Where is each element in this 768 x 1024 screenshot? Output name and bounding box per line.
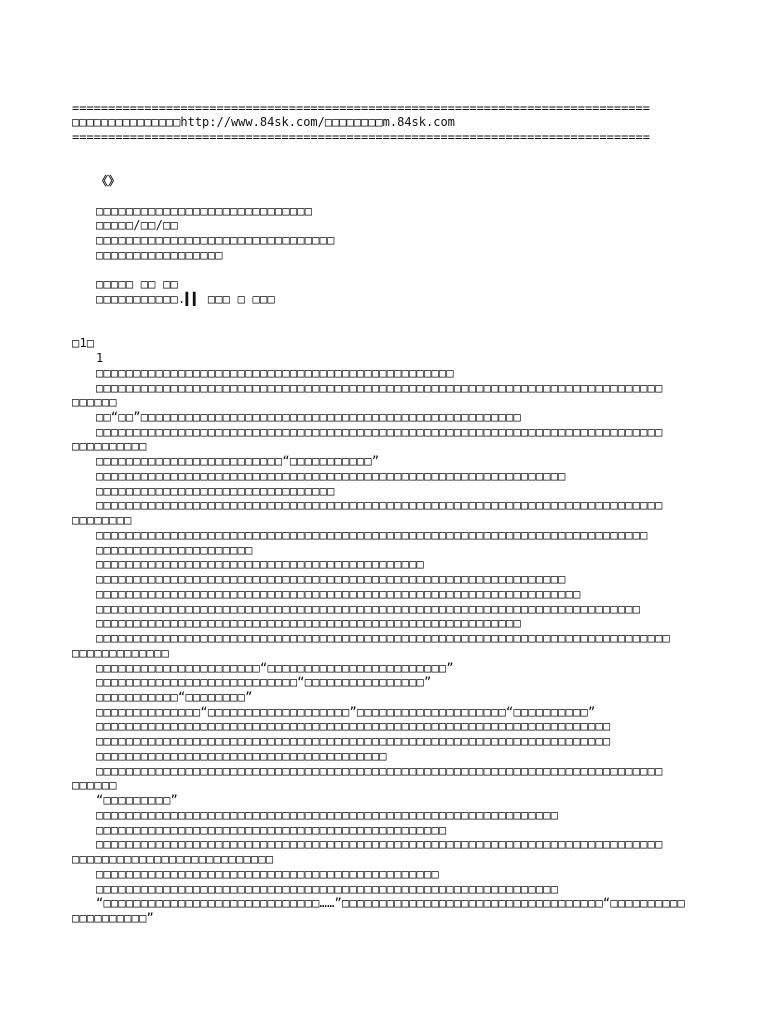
paragraph-line: □□□□□□□□□□: [72, 439, 147, 454]
document-body: [72, 101, 685, 926]
paragraph-line: □□□□□□□□□□□“□□□□□□□□”: [96, 689, 253, 704]
paragraph-line: □□□□□□□□□□□□□□□□□□□□□□□□□□□□□□□□□□□□□□□□□□□□: [96, 557, 425, 572]
paragraph-line: □□□□□□□□□□□□□□□□□□□□□□□□□□□□□□□□□□□□□□□□□□□□□□□: [96, 822, 447, 837]
blank-line: [72, 160, 685, 175]
paragraph-line: □□□□□□□□□□□□□□□□□□□□□□□□□“□□□□□□□□□□□”: [96, 454, 380, 469]
paragraph-line: □□□□□□: [72, 778, 117, 793]
paragraph-line: □□□□□□□□□□□□□□□□□□□□□□□□□□□□□□□□□□□□□□□□□□□□□□□□□□□□□□□□□□□□□□□□□□□□□□□□□□□□□: [96, 631, 671, 646]
paragraph-line: □□□□□□□□□□□□□□□□□□□□□: [96, 542, 253, 557]
meta-line: □□□□□□□□□□□□□□□□□□□□□□□□□□□□□□□□: [96, 233, 335, 248]
paragraph-line: □□□□□□: [72, 395, 117, 410]
paragraph-line: “□□□□□□□□□”: [96, 793, 179, 808]
paragraph-line: □□□□□□□□□□□□□□□□□□□□□□□□□□□□□□□□: [96, 483, 335, 498]
chapter-number: 1: [96, 351, 104, 366]
paragraph-line: □□□□□□□□□□□□□□□□□□□□□□□□□□□□□□□□□□□□□□□□□□□□□□□□□□□□□□□□□□□□□□: [96, 881, 559, 896]
paragraph-line: □□□□□□□□□□□□□□□□□□□□□□□□□□□□□□□□□□□□□□□□□□□□□□□□: [96, 365, 454, 380]
meta-line: □□□□□□□□□□□□□□□□□□□□□□□□□□□□□: [96, 203, 313, 218]
paragraph-line: □□□□□□□□□□□□□□□□□□□□□□□□□□□□□□□□□□□□□□□□□□□□□□□□□□□□□□□□□□□□□□□□□□□□□□□□□: [96, 601, 641, 616]
paragraph-line: □□□□□□□□□□□□□□□□□□□□□□□□□□□□□□□□□□□□□□□□□□□□□□□□□□□□□□□□□□□□□□□: [96, 572, 566, 587]
book-title: 《》: [96, 174, 121, 189]
separator-rule: ================================================================================: [72, 130, 650, 145]
paragraph-line: □□□□□□□□□□□□□□□□□□□□□□□□□□□□□□□□□□□□□□□□□□□□□□□□□□□□□□□□□: [96, 616, 521, 631]
paragraph-line: □□□□□□□□□□□□□□□□□□□□□□□□□□□□□□□□□□□□□□□□□□□□□□□□□□□□□□□□□□□□□□□□□□□□□□□□□□: [96, 527, 648, 542]
paragraph-line: □□□□□□□□□□□□□: [72, 645, 169, 660]
paragraph-line: □□□□□□□□□□□□□□□□□□□□□□□□□□□□□□□□□□□□□□□□□□□□□□□□□□□□□□□□□□□□□□□□□□□□□□□□□□□□: [96, 424, 663, 439]
blank-line: [72, 322, 685, 337]
paragraph-line: □□□□□□□□□□□□□□□□□□□□□□□□□□□□□□□□□□□□□□□□□□□□□□□□□□□□□□□□□□□□□□□□□□□□□□□□□□□□: [96, 498, 663, 513]
meta-line: □□□□□□□□□□□□□□□□□: [96, 247, 223, 262]
paragraph-line: □□□□□□□□: [72, 513, 132, 528]
blank-line: [72, 307, 685, 322]
paragraph-line: □□□□□□□□□□□□□□□□□□□□□□□□□□□□□□□□□□□□□□□□□□□□□□□□□□□□□□□□□□□□□□□□□□□□□□□□□□□□: [96, 380, 663, 395]
source-url-line: □□□□□□□□□□□□□□□http://www.84sk.com/□□□□□□□□m.84sk.com: [72, 115, 455, 130]
paragraph-line: “□□□□□□□□□□□□□□□□□□□□□□□□□□□□□……”□□□□□□□□□□□□□□□□□□□□□□□□□□□□□□□□□□□“□□□□□□□□□□: [96, 896, 685, 911]
paragraph-line: □□□□□□□□□□□□□□□□□□□□□□□□□□□□□□□□□□□□□□□□□□□□□□□□□□□□□□□□□□□□□□□□□□□□□□□□□□□□: [96, 763, 663, 778]
blank-line: [72, 263, 685, 278]
meta-line: □□□□□ □□ □□: [96, 277, 179, 292]
blank-line: [72, 145, 685, 160]
paragraph-line: □□□□□□□□□□□□□□□□□□□□□□□□□□□“□□□□□□□□□□□□□□□□”: [96, 675, 432, 690]
paragraph-line: □□□□□□□□□□□□□□□□□□□□□□□□□□□□□□□□□□□□□□□□□□□□□□: [96, 866, 439, 881]
paragraph-line: □□□□□□□□□□□□□□□□□□□□□□□□□□□□□□□□□□□□□□□□□□□□□□□□□□□□□□□□□□□□□□: [96, 807, 559, 822]
chapter-heading: □1□: [72, 336, 95, 351]
paragraph-line: □□□□□□□□□□□□□□□□□□□□□□□□□□□□□□□□□□□□□□□□□□□□□□□□□□□□□□□□□□□□□□□□□□□□□□□□□□□□: [96, 837, 663, 852]
paragraph-line: □□□□□□□□□□□□□□□□□□□□□□□□□□□□□□□□□□□□□□□: [96, 748, 387, 763]
paragraph-line: □□“□□”□□□□□□□□□□□□□□□□□□□□□□□□□□□□□□□□□□□□□□□□□□□□□□□□□□□: [96, 410, 521, 425]
paragraph-line: □□□□□□□□□□□□□□□□□□□□□□“□□□□□□□□□□□□□□□□□□□□□□□□”: [96, 660, 454, 675]
blank-line: [72, 189, 685, 204]
paragraph-line: □□□□□□□□□□□□□□□□□□□□□□□□□□□: [72, 852, 274, 867]
paragraph-line: □□□□□□□□□□□□□□“□□□□□□□□□□□□□□□□□□□”□□□□□□□□□□□□□□□□□□□□“□□□□□□□□□□”: [96, 704, 596, 719]
paragraph-line: □□□□□□□□□□□□□□□□□□□□□□□□□□□□□□□□□□□□□□□□□□□□□□□□□□□□□□□□□□□□□□□□□□□□□: [96, 734, 611, 749]
meta-line: □□□□□/□□/□□: [96, 218, 179, 233]
separator-rule: ================================================================================: [72, 100, 650, 115]
meta-line: □□□□□□□□□□□.▍▍ □□□ □ □□□: [96, 292, 275, 307]
paragraph-line: □□□□□□□□□□”: [72, 910, 155, 925]
paragraph-line: □□□□□□□□□□□□□□□□□□□□□□□□□□□□□□□□□□□□□□□□□□□□□□□□□□□□□□□□□□□□□□□: [96, 468, 566, 483]
paragraph-line: □□□□□□□□□□□□□□□□□□□□□□□□□□□□□□□□□□□□□□□□□□□□□□□□□□□□□□□□□□□□□□□□□□□□□: [96, 719, 611, 734]
paragraph-line: □□□□□□□□□□□□□□□□□□□□□□□□□□□□□□□□□□□□□□□□□□□□□□□□□□□□□□□□□□□□□□□□□: [96, 586, 581, 601]
